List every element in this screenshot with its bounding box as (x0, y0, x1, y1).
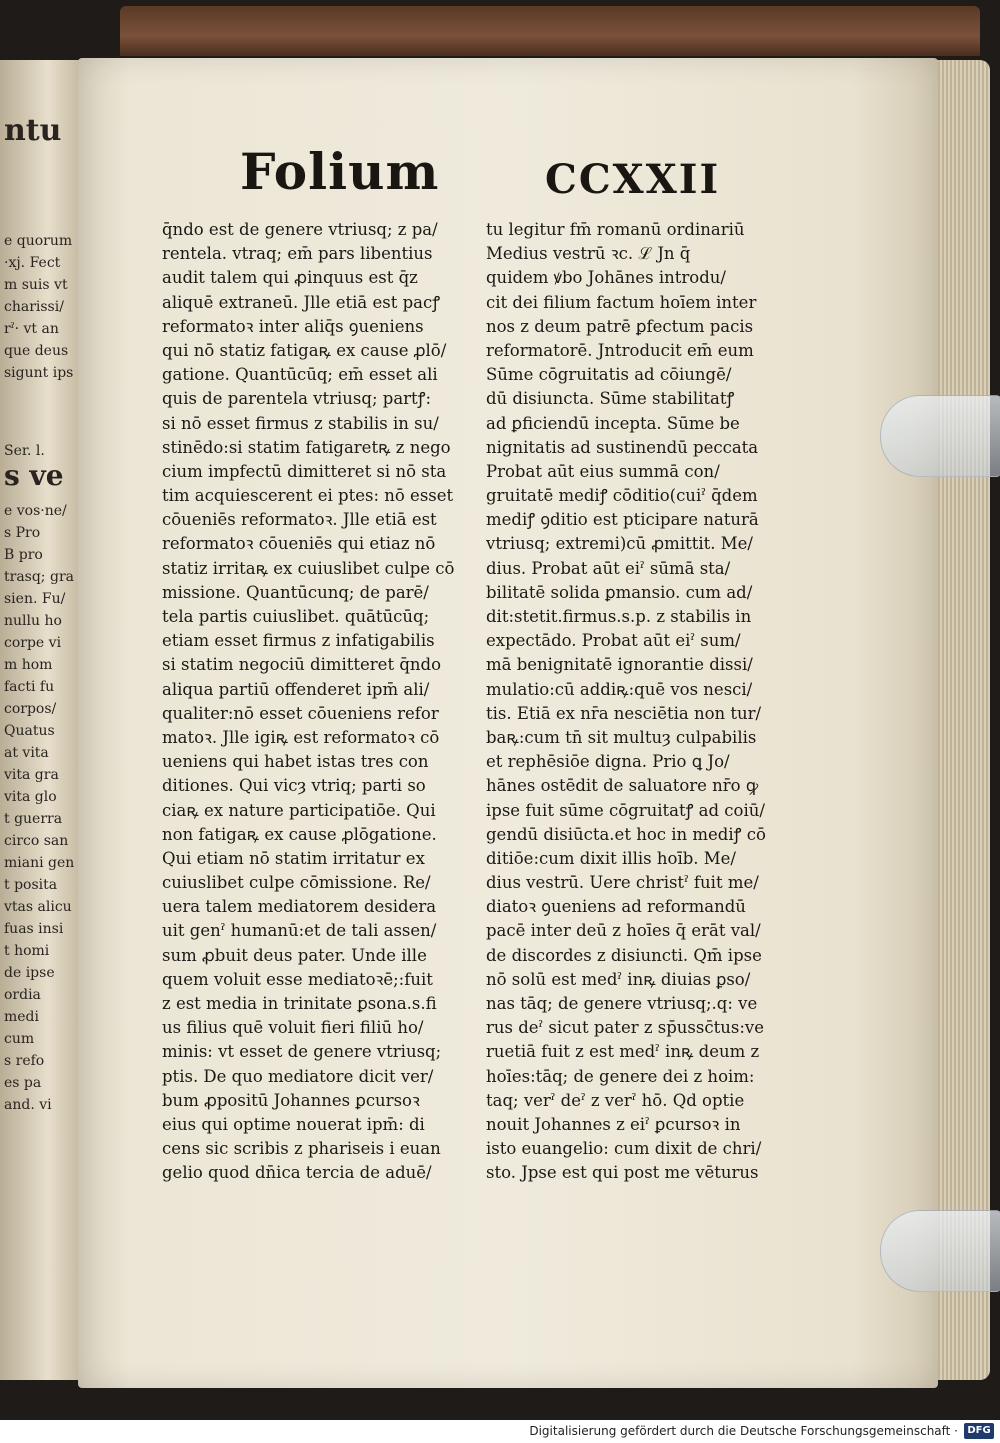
text-line: aliqua partiū offenderet ipm̄ ali/ (162, 679, 430, 699)
left-page-text-fragment: at vita (4, 745, 49, 761)
text-line: ueniens qui habet istas tres con (162, 752, 429, 772)
left-page-text-fragment: nullu ho (4, 613, 62, 629)
text-line: uit genˀ humanū:et de tali assen/ (162, 921, 437, 941)
digitization-footer (0, 1420, 1000, 1443)
text-line: rentela. vtraq; em̄ pars libentius (162, 244, 433, 264)
left-page-text-fragment: rˀ· vt an (4, 321, 59, 337)
left-page-text-fragment: corpe vi (4, 635, 62, 651)
text-line: Sūme cōgruitatis ad cōiungē/ (486, 365, 732, 385)
text-line: qualiter:nō esset cōueniens refor (162, 703, 439, 723)
book-clip-top (880, 395, 1000, 477)
left-page-text-fragment: vtas alicu (4, 899, 72, 915)
left-page-text-fragment: e quorum (4, 233, 73, 249)
left-page-text-fragment: charissi/ (4, 299, 64, 315)
text-line: gatione. Quantūcūq; em̄ esset ali (162, 365, 438, 385)
left-page-text-fragment: e vos·ne/ (4, 503, 67, 519)
left-page-text-fragment: cum (4, 1031, 35, 1047)
text-line: dius vestrū. Uere christˀ fuit me/ (486, 873, 759, 893)
text-line: quem voluit esse mediatoꝛē;:fuit (162, 969, 433, 989)
text-line: nouit Johannes z eiˀ ꝑcursoꝛ in (486, 1114, 741, 1134)
text-line: ad ꝑficiendū incepta. Sūme be (486, 413, 740, 433)
text-line: nas tāq; de genere vtriusq;.q: ve (486, 994, 758, 1013)
text-line: tela partis cuiuslibet. quātūcūq; (162, 607, 430, 626)
text-line: rus deˀ sicut pater z sp̄ussc̄tus:ve (486, 1018, 764, 1038)
text-line: cit dei filium factum hoīem inter (486, 292, 757, 312)
book-cover-edge (120, 6, 980, 56)
left-page-text-fragment: es pa (4, 1075, 42, 1091)
text-line: nō solū est medˀ inꝶ diuias ꝑso/ (486, 969, 751, 989)
left-page-text-fragment: fuas insi (4, 921, 64, 937)
text-line: ipse fuit sūme cōgruitatꝭ ad coiū/ (486, 800, 765, 820)
text-line: Probat aūt eius summā con/ (486, 461, 720, 481)
text-line: reformatorē. Jntroducit em̄ eum (486, 340, 754, 360)
text-line: sto. Jpse est qui post me vēturus (486, 1163, 759, 1183)
text-line: ptis. De quo mediatore dicit ver/ (162, 1066, 434, 1086)
text-line: Medius vestrū ꝛc. ℒ Jn q̄ (486, 244, 691, 264)
text-column-right (486, 218, 791, 1186)
text-line: gelio quod dn̄ica tercia de aduē/ (162, 1163, 432, 1183)
left-page-text-fragment: s refo (4, 1053, 45, 1069)
left-page-text-fragment: Ser. l. (4, 443, 45, 459)
text-line: si nō esset firmus z stabilis in su/ (162, 413, 439, 433)
left-page-text-fragment: s ve (4, 459, 64, 492)
text-line: diatoꝛ ꝯueniens ad reformandū (486, 897, 746, 917)
text-line: quis de parentela vtriusq; partꝭ: (162, 389, 432, 409)
text-line: audit talem qui ꝓinquus est q̄z (162, 268, 418, 288)
text-line: gendū disiūcta.et hoc in mediꝭ cō (486, 824, 766, 844)
left-page-text-fragment: t guerra (4, 811, 63, 827)
left-page-text-fragment: sigunt ips (4, 365, 74, 381)
text-line: isto euangelio: cum dixit de chri/ (486, 1139, 762, 1159)
text-line: ditiōe:cum dixit illis hoīb. Me/ (486, 848, 736, 868)
text-line: dit:stetit.firmus.s.p. z stabilis in (486, 607, 752, 626)
left-page-text-fragment: trasq; gra (4, 569, 74, 585)
text-line: ditiones. Qui vicȝ vtriq; parti so (162, 776, 426, 796)
left-page-text-fragment: m hom (4, 657, 53, 673)
left-page-text-fragment: vita gra (4, 767, 59, 783)
text-line: taq; verˀ deˀ z verˀ hō. Qd optie (486, 1090, 745, 1110)
text-line: non fatigaꝶ ex cause ꝓlōgatione. (162, 824, 437, 844)
folio-number: CCXXII (545, 156, 721, 203)
header-title: Folium (240, 142, 440, 201)
text-line: vtriusq; extremi)cū ꝓmittit. Me/ (486, 534, 753, 554)
text-line: ciaꝶ ex nature participatiōe. Qui (162, 800, 436, 820)
text-line: q̄ndo est de genere vtriusq; z pa/ (162, 220, 438, 239)
text-line: matoꝛ. Jlle igiꝶ est reformatoꝛ cō (162, 727, 440, 747)
left-page-text-fragment: B pro (4, 547, 43, 563)
left-page-text-fragment: s Pro (4, 525, 41, 541)
left-page-text-fragment: ntu (4, 113, 62, 148)
left-page-text-fragment: sien. Fu/ (4, 591, 66, 607)
dfg-logo: DFG (964, 1423, 994, 1439)
text-line: nos z deum patrē ꝑfectum pacis (486, 316, 754, 336)
text-line: quidem ꝟbo Johānes introdu/ (486, 268, 726, 288)
left-page-text-fragment: t posita (4, 877, 58, 893)
text-line: cium impfectū dimitteret si nō sta (162, 461, 447, 481)
page-header (240, 142, 720, 212)
left-page-text-fragment: t homi (4, 943, 50, 959)
text-line: bilitatē solida ꝑmansio. cum ad/ (486, 582, 753, 602)
text-line: reformatoꝛ cōueniēs qui etiaz nō (162, 534, 436, 554)
text-line: expectādo. Probat aūt eiˀ sum/ (486, 631, 741, 651)
text-line: mulatio:cū addiꝶ:quē vos nesci/ (486, 679, 753, 699)
left-page-text-fragment: and. vi (4, 1097, 52, 1113)
text-line: cens sic scribis z phariseis i euan (162, 1139, 441, 1159)
text-line: si statim negociū dimitteret q̄ndo (162, 655, 442, 675)
text-line: uera talem mediatorem desidera (162, 897, 437, 917)
left-page-text-fragment: m suis vt (4, 277, 68, 293)
left-page-text-fragment: facti fu (4, 679, 55, 695)
text-line: mediꝭ ꝯditio est pticipare naturā (486, 510, 759, 530)
text-line: bum ꝓpositū Johannes ꝑcursoꝛ (162, 1090, 420, 1110)
funding-credit: Digitalisierung gefördert durch die Deutsche Forschungsgemeinschaft · (529, 1424, 958, 1438)
text-line: mā benignitatē ignorantie dissi/ (486, 655, 753, 675)
left-page-text-fragment: medi (4, 1009, 39, 1025)
left-page-text-fragment: corpos/ (4, 701, 57, 717)
text-line: et rephēsiōe digna. Prio ꝗ Jo/ (486, 752, 730, 772)
left-page-text-fragment: circo san (4, 833, 69, 849)
left-page-text-fragment: ·xj. Fect (4, 255, 61, 271)
left-page-text-fragment: Quatus (4, 723, 55, 739)
text-line: pacē inter deū z hoīes q̄ erāt val/ (486, 921, 761, 941)
text-line: us filius quē voluit fieri filiū ho/ (162, 1018, 424, 1038)
text-line: sum ꝓbuit deus pater. Unde ille (162, 945, 427, 965)
text-line: missione. Quantūcunq; de parē/ (162, 582, 429, 602)
text-line: statiz irritaꝶ ex cuiuslibet culpe cō (162, 558, 455, 578)
text-line: dū disiuncta. Sūme stabilitatꝭ (486, 389, 735, 409)
text-line: baꝶ:cum tn̄ sit multuȝ culpabilis (486, 727, 757, 747)
text-line: eius qui optime nouerat ipm̄: di (162, 1114, 425, 1134)
text-line: reformatoꝛ inter aliq̄s ꝯueniens (162, 316, 424, 336)
text-line: gruitatē mediꝭ cōditio(cuiˀ q̄dem (486, 486, 758, 506)
text-line: cōueniēs reformatoꝛ. Jlle etiā est (162, 510, 437, 530)
left-page-text-fragment: vita glo (4, 789, 57, 805)
text-line: nignitatis ad sustinendū peccata (486, 437, 759, 457)
text-line: cuiuslibet culpe cōmissione. Re/ (162, 873, 431, 893)
text-line: tim acquiescerent ei ptes: nō esset (162, 486, 454, 506)
text-line: qui nō statiz fatigaꝶ ex cause ꝓlō/ (162, 340, 447, 360)
left-page-text-fragment: de ipse (4, 965, 55, 981)
text-line: tis. Etiā ex nr̄a nesciētia non tur/ (486, 703, 762, 723)
left-page-fragment (0, 60, 80, 1380)
text-line: aliquē extraneū. Jlle etiā est pacꝭ (162, 292, 441, 312)
text-line: dius. Probat aūt eiˀ sūmā sta/ (486, 558, 731, 578)
left-page-text-fragment: miani gen (4, 855, 75, 871)
book-clip-bottom (880, 1210, 1000, 1292)
text-line: etiam esset firmus z infatigabilis (162, 631, 435, 651)
text-line: z est media in trinitate ꝑsona.s.fi (162, 994, 437, 1013)
left-page-text-fragment: que deus (4, 343, 69, 359)
text-line: de discordes z disiuncti. Qm̄ ipse (486, 945, 762, 965)
text-line: hānes ostēdit de saluatore nr̄o ꝙ (486, 776, 759, 796)
text-line: stinēdo:si statim fatigaretꝶ z nego (162, 437, 451, 457)
text-column-left (162, 218, 462, 1186)
left-page-text-fragment: ordia (4, 987, 41, 1003)
text-line: minis: vt esset de genere vtriusq; (162, 1042, 442, 1062)
text-line: Qui etiam nō statim irritatur ex (162, 848, 425, 868)
text-line: hoīes:tāq; de genere dei z hoim: (486, 1066, 755, 1086)
text-line: ruetiā fuit z est medˀ inꝶ deum z (486, 1042, 760, 1062)
text-line: tu legitur fm̄ romanū ordinariū (486, 220, 745, 239)
